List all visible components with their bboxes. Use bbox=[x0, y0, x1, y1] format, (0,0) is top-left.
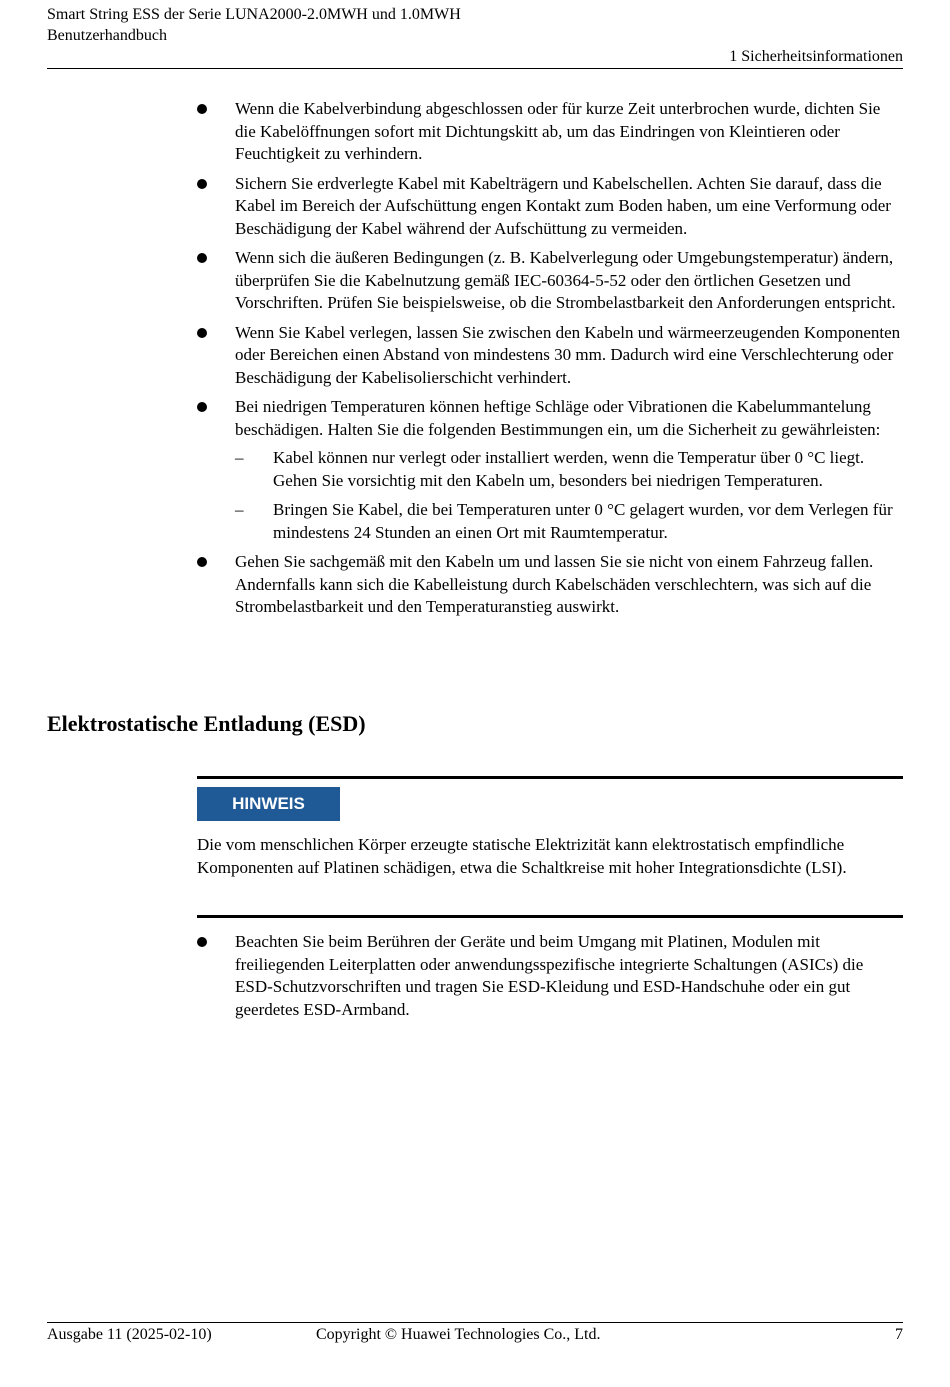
document-title: Smart String ESS der Serie LUNA2000-2.0MWH und 1.0MWH bbox=[47, 6, 461, 23]
list-item bbox=[197, 322, 903, 390]
sub-list-item bbox=[235, 447, 903, 492]
list-item bbox=[197, 396, 903, 544]
bullet-icon bbox=[197, 179, 207, 189]
bullet-text: Beachten Sie beim Berühren der Geräte und beim Umgang mit Platinen, Modulen mit freiliegenden Leiterplatten oder anwendungsspezifische integrierte Schaltungen (ASICs) die ESD-Schutzvorschriften und tragen Sie ESD-Kleidung und ESD-Handschuhe oder ein gut geerdetes ESD-Armband. bbox=[235, 932, 864, 1019]
document-subtitle: Benutzerhandbuch bbox=[47, 27, 167, 44]
copyright-label: Copyright © Huawei Technologies Co., Ltd. bbox=[316, 1326, 601, 1343]
notice-box bbox=[197, 776, 903, 918]
page-header bbox=[47, 4, 903, 69]
bullet-icon bbox=[197, 402, 207, 412]
page-footer bbox=[47, 1322, 903, 1349]
page-number: 7 bbox=[895, 1326, 903, 1343]
low-temperature-sublist bbox=[235, 447, 903, 544]
dash-icon: – bbox=[235, 500, 244, 519]
chapter-title: 1 Sicherheitsinformationen bbox=[729, 48, 903, 65]
bullet-text: Wenn sich die äußeren Bedingungen (z. B. Kabelverlegung oder Umgebungstemperatur) ändern, überprüfen Sie die Kabelnutzung gemäß IEC-60364-5-52 oder den örtlichen Gesetzen und Vorschriften. Prüfen Sie beispielsweise, ob die Strombelastbarkeit den Anforderungen entspricht. bbox=[235, 248, 896, 312]
sub-list-item bbox=[235, 499, 903, 544]
esd-bullet-list bbox=[197, 931, 903, 1028]
bullet-text: Wenn Sie Kabel verlegen, lassen Sie zwischen den Kabeln und wärmeerzeugenden Komponenten oder Bereichen einen Abstand von mindestens 30 mm. Dadurch wird eine Verschlechterung oder Beschädigung der Kabelisolierschicht verhindert. bbox=[235, 322, 901, 387]
bullet-icon bbox=[197, 104, 207, 114]
sub-item-text: Bringen Sie Kabel, die bei Temperaturen unter 0 °C gelagert wurden, vor dem Verlegen für mindestens 24 Stunden an einen Ort mit Raumtemperatur. bbox=[273, 500, 893, 542]
bullet-icon bbox=[197, 253, 207, 263]
bullet-text: Bei niedrigen Temperaturen können heftige Schläge oder Vibrationen die Kabelummantelung beschädigen. Halten Sie die folgenden Bestimmungen ein, um die Sicherheit zu gewährleisten: bbox=[235, 397, 881, 439]
list-item bbox=[197, 247, 903, 315]
bullet-icon bbox=[197, 557, 207, 567]
list-item bbox=[197, 98, 903, 166]
cable-bullet-list bbox=[197, 98, 903, 626]
bullet-text: Sichern Sie erdverlegte Kabel mit Kabelträgern und Kabelschellen. Achten Sie darauf, dass die Kabel im Bereich der Aufschüttung engen Kontakt zum Boden haben, um eine Verformung oder Beschädigung der Kabel während der Aufschüttung zu vermeiden. bbox=[235, 173, 891, 238]
bullet-icon bbox=[197, 328, 207, 338]
bullet-icon bbox=[197, 937, 207, 947]
document-title-block bbox=[47, 4, 467, 46]
list-item bbox=[197, 173, 903, 241]
section-heading: Elektrostatische Entladung (ESD) bbox=[47, 711, 366, 736]
sub-item-text: Kabel können nur verlegt oder installiert werden, wenn die Temperatur über 0 °C liegt. Gehen Sie vorsichtig mit den Kabeln um, besonders bei niedrigen Temperaturen. bbox=[273, 448, 865, 490]
bullet-text: Wenn die Kabelverbindung abgeschlossen oder für kurze Zeit unterbrochen wurde, dichten Sie die Kabelöffnungen sofort mit Dichtungskitt ab, um das Eindringen von Kleintieren oder Feuchtigkeit zu verhindern. bbox=[235, 99, 881, 163]
notice-text: Die vom menschlichen Körper erzeugte statische Elektrizität kann elektrostatisch empfindliche Komponenten auf Platinen schädigen, etwa die Schaltkreise mit hoher Integrationsdichte (LSI). bbox=[197, 835, 847, 877]
list-item bbox=[197, 931, 903, 1021]
dash-icon: – bbox=[235, 448, 244, 467]
bullet-text: Gehen Sie sachgemäß mit den Kabeln um und lassen Sie sie nicht von einem Fahrzeug fallen. Andernfalls kann sich die Kabelleistung durch Kabelschäden verschlechtern, was sich auf die Strombelastbarkeit und den Temperaturanstieg auswirkt. bbox=[235, 552, 874, 616]
notice-badge: HINWEIS bbox=[197, 787, 340, 821]
edition-label: Ausgabe 11 (2025-02-10) bbox=[47, 1326, 212, 1343]
list-item bbox=[197, 551, 903, 619]
